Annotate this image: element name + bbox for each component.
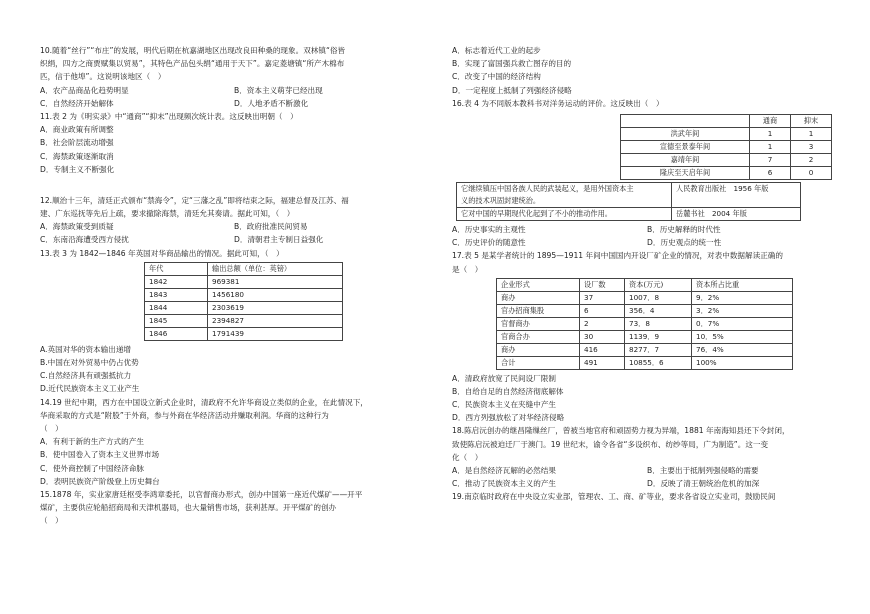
table-cell: 76．4% xyxy=(692,343,793,356)
table-cell: 1 xyxy=(791,127,832,140)
table-row xyxy=(497,330,793,343)
table-header-cell: 设厂数 xyxy=(580,278,625,291)
table-cell: 100% xyxy=(692,356,793,369)
table-cell: 合计 xyxy=(497,356,580,369)
table-cell: 2394827 xyxy=(208,314,343,327)
table-cell: 0 xyxy=(791,166,832,179)
option-b[interactable]: B.中国在对外贸易中仍占优势 xyxy=(40,358,139,367)
option-c[interactable]: C．推动了民族资本主义的产生 xyxy=(452,479,557,489)
table-cell: 2 xyxy=(791,153,832,166)
question-text: 华商采取的方式是“附股”于外商，参与外商在华经济活动并赚取利润。华商的这种行为 xyxy=(40,410,329,420)
question-11 xyxy=(40,110,428,176)
table-row xyxy=(621,153,832,166)
option-a[interactable]: A．标志着近代工业的起步 xyxy=(452,46,541,55)
table-cell: 1 xyxy=(750,127,791,140)
question-15 xyxy=(40,488,428,528)
table-cell: 416 xyxy=(580,343,625,356)
table-cell: 隆庆至天启年间 xyxy=(621,166,750,179)
table-cell: 1791439 xyxy=(208,327,343,340)
table-cell: 6 xyxy=(580,304,625,317)
question-text: （ ） xyxy=(40,423,63,433)
table-row xyxy=(497,291,793,304)
question-12 xyxy=(40,194,428,247)
table-cell: 岳麓书社 2004 年版 xyxy=(672,207,801,220)
question-14 xyxy=(40,396,428,488)
table-header-cell xyxy=(621,114,750,127)
table-header-cell: 年代 xyxy=(145,262,208,275)
question-text: 致使陈启沅被迫迁厂于澳门。19 世纪末，谕令各省“多设织布、纺纱等局，广为制造”。这一变 xyxy=(452,439,769,449)
table-row xyxy=(497,317,793,330)
option-c[interactable]: C．历史评价的随意性 xyxy=(452,238,526,248)
question-16 xyxy=(452,97,842,250)
table-cell: 1845 xyxy=(145,314,208,327)
option-d[interactable]: D．一定程度上抵制了列强经济侵略 xyxy=(452,85,572,95)
table-cell: 3．2% xyxy=(692,304,793,317)
enterprise-table xyxy=(496,278,793,370)
option-d[interactable]: D．清朝君主专制日益强化 xyxy=(234,235,324,245)
option-c[interactable]: C.自然经济具有顽强抵抗力 xyxy=(40,371,132,381)
question-text: 19.南京临时政府在中央设立实业部，管理农、工、商、矿等业，要求各省设立实业司，鼓励民间 xyxy=(452,492,776,502)
option-b[interactable]: B．资本主义萌芽已经出现 xyxy=(234,85,323,95)
table-row xyxy=(621,166,832,179)
table-row xyxy=(457,182,801,195)
question-text: 建、广东巡抚等先后上疏，要求撤除海禁，清廷允其奏请。据此可知，（ ） xyxy=(40,209,295,219)
table-cell: 官督商办 xyxy=(497,317,580,330)
table-header-cell: 资本所占比重 xyxy=(692,278,793,291)
question-17 xyxy=(452,249,842,424)
option-a[interactable]: A．海禁政策受到质疑 xyxy=(40,222,114,232)
option-a[interactable]: A．是自然经济瓦解的必然结果 xyxy=(452,466,556,475)
question-text: 15.1878 年，实业家唐廷枢受李鸿章委托，以官督商办形式，创办中国第一座近代煤矿——开平 xyxy=(40,489,363,499)
option-b[interactable]: B．使中国卷入了资本主义世界市场 xyxy=(40,450,160,460)
option-b[interactable]: B．政府批准民间贸易 xyxy=(234,222,308,232)
option-a[interactable]: A.英国对华的资本输出递增 xyxy=(40,344,132,354)
question-text: 11.表 2 为《明实录》中“通商”“抑末”出现频次统计表。这反映出明朝（ ） xyxy=(40,111,298,121)
question-text: 是（ ） xyxy=(452,264,483,274)
question-19 xyxy=(452,490,842,503)
table-row xyxy=(621,127,832,140)
question-18 xyxy=(452,424,842,490)
table-cell: 2303619 xyxy=(208,301,343,314)
option-a[interactable]: A．有利于新的生产方式的产生 xyxy=(40,437,144,447)
table-cell: 37 xyxy=(580,291,625,304)
question-text: 10.随着“丝行”“布庄”的发展，明代后期在杭嘉湖地区出现改良田种桑的现象。双林镇“俗皆 xyxy=(40,46,346,55)
table-row xyxy=(145,301,343,314)
option-d[interactable]: D．西方列强放松了对华经济侵略 xyxy=(452,413,565,423)
option-c[interactable]: C．使外商控制了中国经济命脉 xyxy=(40,463,145,473)
table-cell: 10．5% xyxy=(692,330,793,343)
table-cell: 官办招商集股 xyxy=(497,304,580,317)
evaluation-table xyxy=(456,182,801,221)
option-a[interactable]: A．清政府放宽了民间设厂限制 xyxy=(452,373,556,383)
table-cell: 人民教育出版社 1956 年版 xyxy=(676,183,769,193)
table-cell: 1007．8 xyxy=(625,291,692,304)
table-cell: 0．7% xyxy=(692,317,793,330)
option-c[interactable]: C．改变了中国的经济结构 xyxy=(452,72,541,82)
export-table xyxy=(144,262,343,341)
table-cell: 73．8 xyxy=(625,317,692,330)
option-c[interactable]: C．自然经济开始解体 xyxy=(40,98,114,108)
option-c[interactable]: C．东南沿海遭受西方侵扰 xyxy=(40,235,129,245)
table-cell: 30 xyxy=(580,330,625,343)
table-cell: 10855．6 xyxy=(625,356,692,369)
table-row xyxy=(145,275,343,288)
table-header-cell: 资本(万元) xyxy=(625,278,692,291)
option-d[interactable]: D．历史观点的统一性 xyxy=(647,238,722,248)
table-cell: 2 xyxy=(580,317,625,330)
question-text: 化（ ） xyxy=(452,452,483,462)
table-cell: 商办 xyxy=(497,343,580,356)
table-cell: 它对中国的早期现代化起到了不小的推动作用。 xyxy=(457,207,672,220)
table-header-cell: 企业形式 xyxy=(497,278,580,291)
option-b[interactable]: B．历史解释的时代性 xyxy=(647,224,721,234)
table-cell: 1844 xyxy=(145,301,208,314)
option-c[interactable]: C．海禁政策逐渐取消 xyxy=(40,151,114,161)
frequency-table xyxy=(620,114,832,180)
table-cell: 1842 xyxy=(145,275,208,288)
option-b[interactable]: B．社会阶层流动增强 xyxy=(40,138,114,148)
table-cell: 宣德至景泰年间 xyxy=(621,140,750,153)
table-cell: 6 xyxy=(750,166,791,179)
table-cell: 3 xyxy=(791,140,832,153)
question-15-options xyxy=(452,44,842,97)
question-13 xyxy=(40,247,428,396)
option-a[interactable]: A．农产品商品化趋势明显 xyxy=(40,85,129,95)
option-d[interactable]: D．反映了清王朝统治危机的加深 xyxy=(647,479,760,489)
table-row xyxy=(145,314,343,327)
table-cell: 官商合办 xyxy=(497,330,580,343)
option-c[interactable]: C．民族资本主义在夹缝中产生 xyxy=(452,400,557,410)
question-text: 16.表 4 为不同版本教科书对洋务运动的评价。这反映出（ ） xyxy=(452,98,664,108)
option-a[interactable]: A．历史事实的主观性 xyxy=(452,224,526,234)
table-header-row xyxy=(145,262,343,275)
table-header-row xyxy=(621,114,832,127)
table-row xyxy=(457,195,801,208)
table-cell: 1846 xyxy=(145,327,208,340)
question-text: 17.表 5 是某学者统计的 1895—1911 年间中国国内开设厂矿企业的情况，对表中数据解读正确的 xyxy=(452,251,783,261)
table-row xyxy=(457,207,801,220)
question-text: 织绢，四方之商贾赋集以贸易”，其特色产品包头绢“通用于天下”。嘉定菱塘镇“所产木棉布 xyxy=(40,59,345,69)
question-text: 14.19 世纪中期，西方在中国设立新式企业时，清政府不允许华商设立类似的企业，在此情况下， xyxy=(40,397,368,407)
table-cell: 8277．7 xyxy=(625,343,692,356)
table-cell: 7 xyxy=(750,153,791,166)
table-cell: 491 xyxy=(580,356,625,369)
table-cell: 义的技术巩固封建统治。 xyxy=(457,195,672,208)
table-row xyxy=(497,304,793,317)
table-cell: 它继续镇压中国各族人民的武装起义，是用外国资本主 xyxy=(457,182,672,195)
question-text: 匹，信于他埠”。这说明该地区（ ） xyxy=(40,72,166,82)
table-cell: 1 xyxy=(750,140,791,153)
option-d[interactable]: D.近代民族资本主义工业产生 xyxy=(40,384,140,394)
table-header-cell: 输出总额（单位：英镑） xyxy=(208,262,343,275)
option-d[interactable]: D．专制主义不断强化 xyxy=(40,164,115,174)
table-row xyxy=(497,343,793,356)
question-text: 煤矿，主要供应轮船招商局和天津机器局，也大量销售市场，获利甚厚。开平煤矿的创办 xyxy=(40,503,337,513)
table-row xyxy=(621,140,832,153)
option-a[interactable]: A．商业政策有所调整 xyxy=(40,125,114,135)
question-text: 12.顺治十三年，清廷正式颁布“禁海令”，定“三藩之乱”即将结束之际，福建总督及江苏、福 xyxy=(40,195,349,205)
table-row xyxy=(145,327,343,340)
option-d[interactable]: D．人地矛盾不断激化 xyxy=(234,98,309,108)
right-column xyxy=(452,44,842,504)
table-header-row xyxy=(497,278,793,291)
question-text: 13.表 3 为 1842—1846 年英国对华商品输出的情况。据此可知，（ ） xyxy=(40,248,284,258)
left-column xyxy=(40,44,428,527)
table-cell: 356．4 xyxy=(625,304,692,317)
question-10 xyxy=(40,44,428,110)
table-cell: 1139．9 xyxy=(625,330,692,343)
option-b[interactable]: B．主要出于抵制列强侵略的需要 xyxy=(647,466,759,475)
option-b[interactable]: B．实现了富国强兵救亡图存的目的 xyxy=(452,59,572,69)
table-cell: 1456180 xyxy=(208,288,343,301)
option-b[interactable]: B．自给自足的自然经济彻底解体 xyxy=(452,386,564,396)
question-text: 18.陈启沅创办的继昌隆缫丝厂，曾被当地官府和顽固势力视为异端，1881 年南海知县还下令封闭， xyxy=(452,426,790,436)
table-header-cell: 抑末 xyxy=(791,114,832,127)
table-cell: 1843 xyxy=(145,288,208,301)
question-text: （ ） xyxy=(40,516,63,526)
table-cell: 嘉靖年间 xyxy=(621,153,750,166)
table-cell: 商办 xyxy=(497,291,580,304)
table-row xyxy=(497,356,793,369)
table-cell: 969381 xyxy=(208,275,343,288)
table-cell: 9．2% xyxy=(692,291,793,304)
table-cell xyxy=(672,195,801,208)
table-header-cell: 通商 xyxy=(750,114,791,127)
table-row xyxy=(145,288,343,301)
option-d[interactable]: D．表明民族资产阶级登上历史舞台 xyxy=(40,476,160,486)
table-cell: 洪武年间 xyxy=(621,127,750,140)
